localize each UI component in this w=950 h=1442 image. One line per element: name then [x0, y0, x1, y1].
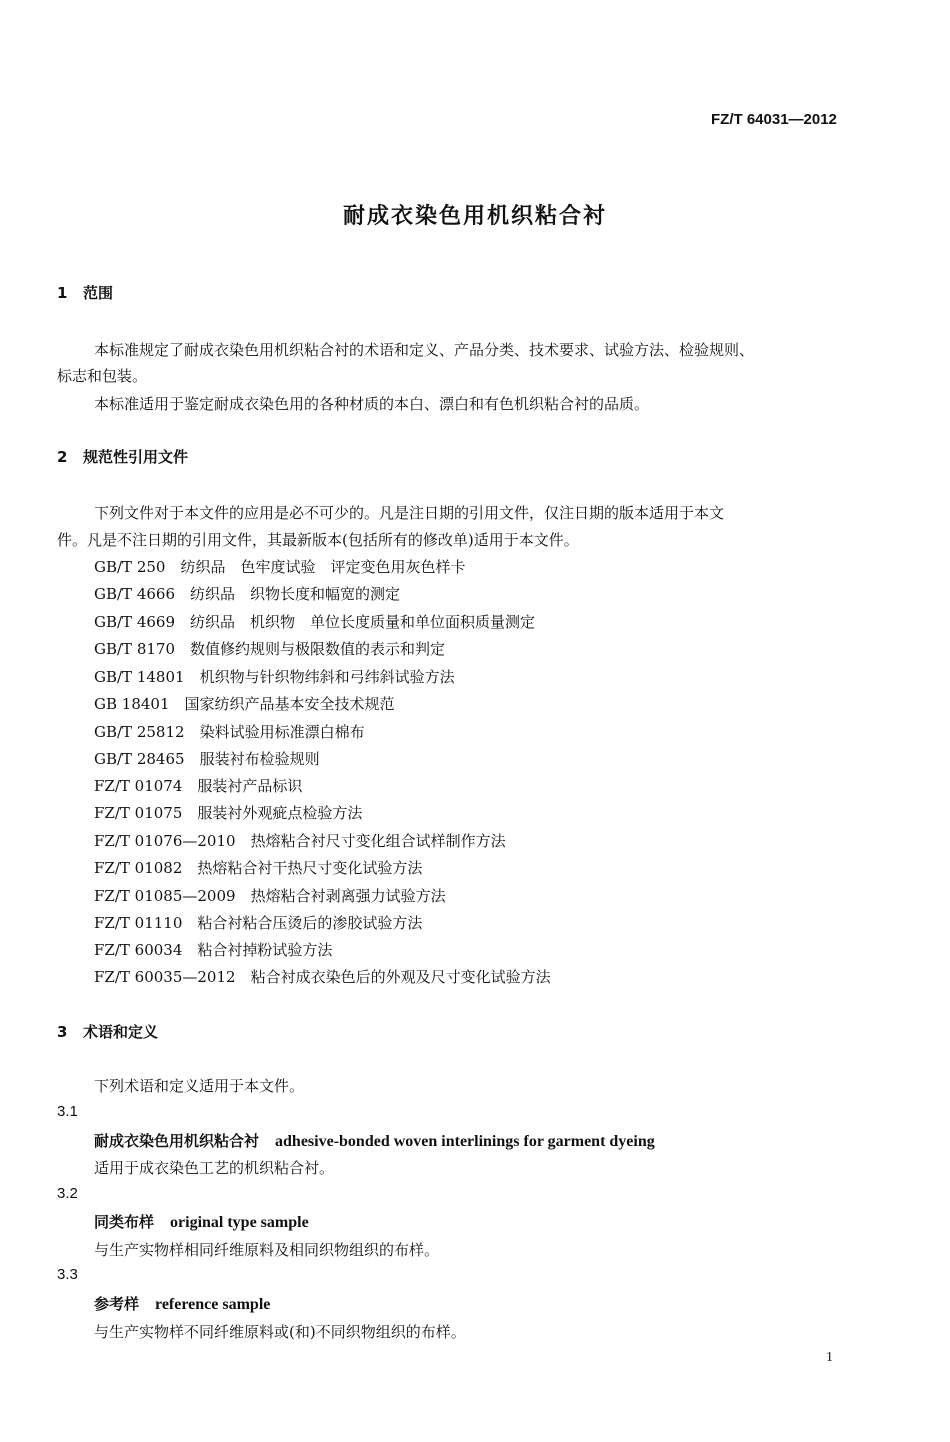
term-heading — [94, 1293, 270, 1314]
reference-title: 服装衬产品标识 — [197, 777, 303, 795]
scope-paragraph-line: 本标准规定了耐成衣染色用机织粘合衬的术语和定义、产品分类、技术要求、试验方法、检验规则、 — [94, 341, 755, 359]
reference-item — [94, 830, 506, 851]
section-title: 术语和定义 — [83, 1023, 159, 1041]
reference-code: GB/T 14801 — [94, 668, 185, 686]
term-zh: 同类布样 — [94, 1213, 155, 1231]
section-heading-terms-definitions — [57, 1021, 158, 1042]
reference-item — [94, 966, 551, 987]
reference-title: 染料试验用标准漂白棉布 — [199, 723, 365, 741]
standard-code: FZ/T 64031—2012 — [711, 111, 837, 128]
reference-item — [94, 638, 445, 659]
term-en: original type sample — [170, 1214, 309, 1231]
reference-item — [94, 775, 302, 796]
reference-code: FZ/T 01074 — [94, 777, 183, 795]
reference-title: 纺织品 机织物 单位长度质量和单位面积质量测定 — [190, 613, 536, 631]
reference-code: FZ/T 01076—2010 — [94, 832, 236, 850]
reference-item — [94, 721, 365, 742]
references-intro-line: 下列文件对于本文件的应用是必不可少的。凡是注日期的引用文件，仅注日期的版本适用于本文 — [94, 504, 725, 522]
reference-title: 粘合衬成衣染色后的外观及尺寸变化试验方法 — [250, 968, 551, 986]
section-number: 3 — [57, 1023, 68, 1041]
reference-code: GB/T 25812 — [94, 723, 185, 741]
scope-paragraph-line: 标志和包装。 — [57, 367, 148, 385]
section-number: 1 — [57, 284, 68, 302]
reference-title: 纺织品 织物长度和幅宽的测定 — [190, 585, 401, 603]
reference-code: GB/T 250 — [94, 558, 166, 576]
term-definition: 适用于成衣染色工艺的机织粘合衬。 — [94, 1159, 335, 1177]
reference-title: 粘合衬粘合压烫后的渗胶试验方法 — [197, 914, 423, 932]
reference-item — [94, 611, 535, 632]
section-title: 范围 — [83, 284, 114, 302]
reference-code: GB/T 4669 — [94, 613, 176, 631]
reference-item — [94, 939, 332, 960]
reference-item — [94, 857, 422, 878]
document-title: 耐成衣染色用机织粘合衬 — [342, 204, 607, 229]
page-number: 1 — [826, 1350, 833, 1365]
reference-item — [94, 666, 455, 687]
references-intro-line: 件。凡是不注日期的引用文件，其最新版本(包括所有的修改单)适用于本文件。 — [57, 531, 579, 549]
reference-item — [94, 912, 422, 933]
reference-item — [94, 583, 400, 604]
reference-title: 数值修约规则与极限数值的表示和判定 — [190, 640, 446, 658]
term-definition: 与生产实物样不同纤维原料或(和)不同织物组织的布样。 — [94, 1323, 466, 1341]
reference-title: 粘合衬掉粉试验方法 — [197, 941, 333, 959]
section-number: 2 — [57, 448, 68, 466]
term-number: 3.1 — [57, 1103, 78, 1120]
reference-code: GB/T 4666 — [94, 585, 176, 603]
term-zh: 耐成衣染色用机织粘合衬 — [94, 1132, 260, 1150]
reference-item — [94, 802, 362, 823]
reference-code: GB/T 8170 — [94, 640, 176, 658]
reference-code: FZ/T 60035—2012 — [94, 968, 236, 986]
term-en: reference sample — [155, 1296, 271, 1313]
reference-code: GB 18401 — [94, 695, 170, 713]
reference-item — [94, 748, 320, 769]
reference-item — [94, 885, 446, 906]
reference-item — [94, 556, 466, 577]
term-heading — [94, 1130, 655, 1151]
reference-code: FZ/T 01075 — [94, 804, 183, 822]
scope-paragraph: 本标准适用于鉴定耐成衣染色用的各种材质的本白、漂白和有色机织粘合衬的品质。 — [94, 395, 650, 413]
reference-title: 国家纺织产品基本安全技术规范 — [184, 695, 395, 713]
reference-title: 纺织品 色牢度试验 评定变色用灰色样卡 — [180, 558, 466, 576]
term-en: adhesive-bonded woven interlinings for garment dyeing — [275, 1133, 655, 1150]
reference-title: 机织物与针织物纬斜和弓纬斜试验方法 — [199, 668, 455, 686]
reference-title: 热熔粘合衬剥离强力试验方法 — [250, 887, 446, 905]
term-number: 3.2 — [57, 1185, 78, 1202]
term-zh: 参考样 — [94, 1295, 140, 1313]
section-heading-scope — [57, 282, 113, 303]
reference-title: 服装衬外观疵点检验方法 — [197, 804, 363, 822]
reference-title: 服装衬布检验规则 — [199, 750, 320, 768]
reference-title: 热熔粘合衬干热尺寸变化试验方法 — [197, 859, 423, 877]
reference-code: FZ/T 01110 — [94, 914, 183, 932]
term-heading — [94, 1211, 309, 1232]
section-heading-normative-references — [57, 446, 188, 467]
reference-code: GB/T 28465 — [94, 750, 185, 768]
reference-code: FZ/T 60034 — [94, 941, 183, 959]
terms-intro: 下列术语和定义适用于本文件。 — [94, 1077, 305, 1095]
term-number: 3.3 — [57, 1266, 78, 1283]
reference-code: FZ/T 01082 — [94, 859, 183, 877]
reference-title: 热熔粘合衬尺寸变化组合试样制作方法 — [250, 832, 506, 850]
reference-code: FZ/T 01085—2009 — [94, 887, 236, 905]
term-definition: 与生产实物样相同纤维原料及相同织物组织的布样。 — [94, 1241, 440, 1259]
section-title: 规范性引用文件 — [83, 448, 189, 466]
reference-item — [94, 693, 395, 714]
